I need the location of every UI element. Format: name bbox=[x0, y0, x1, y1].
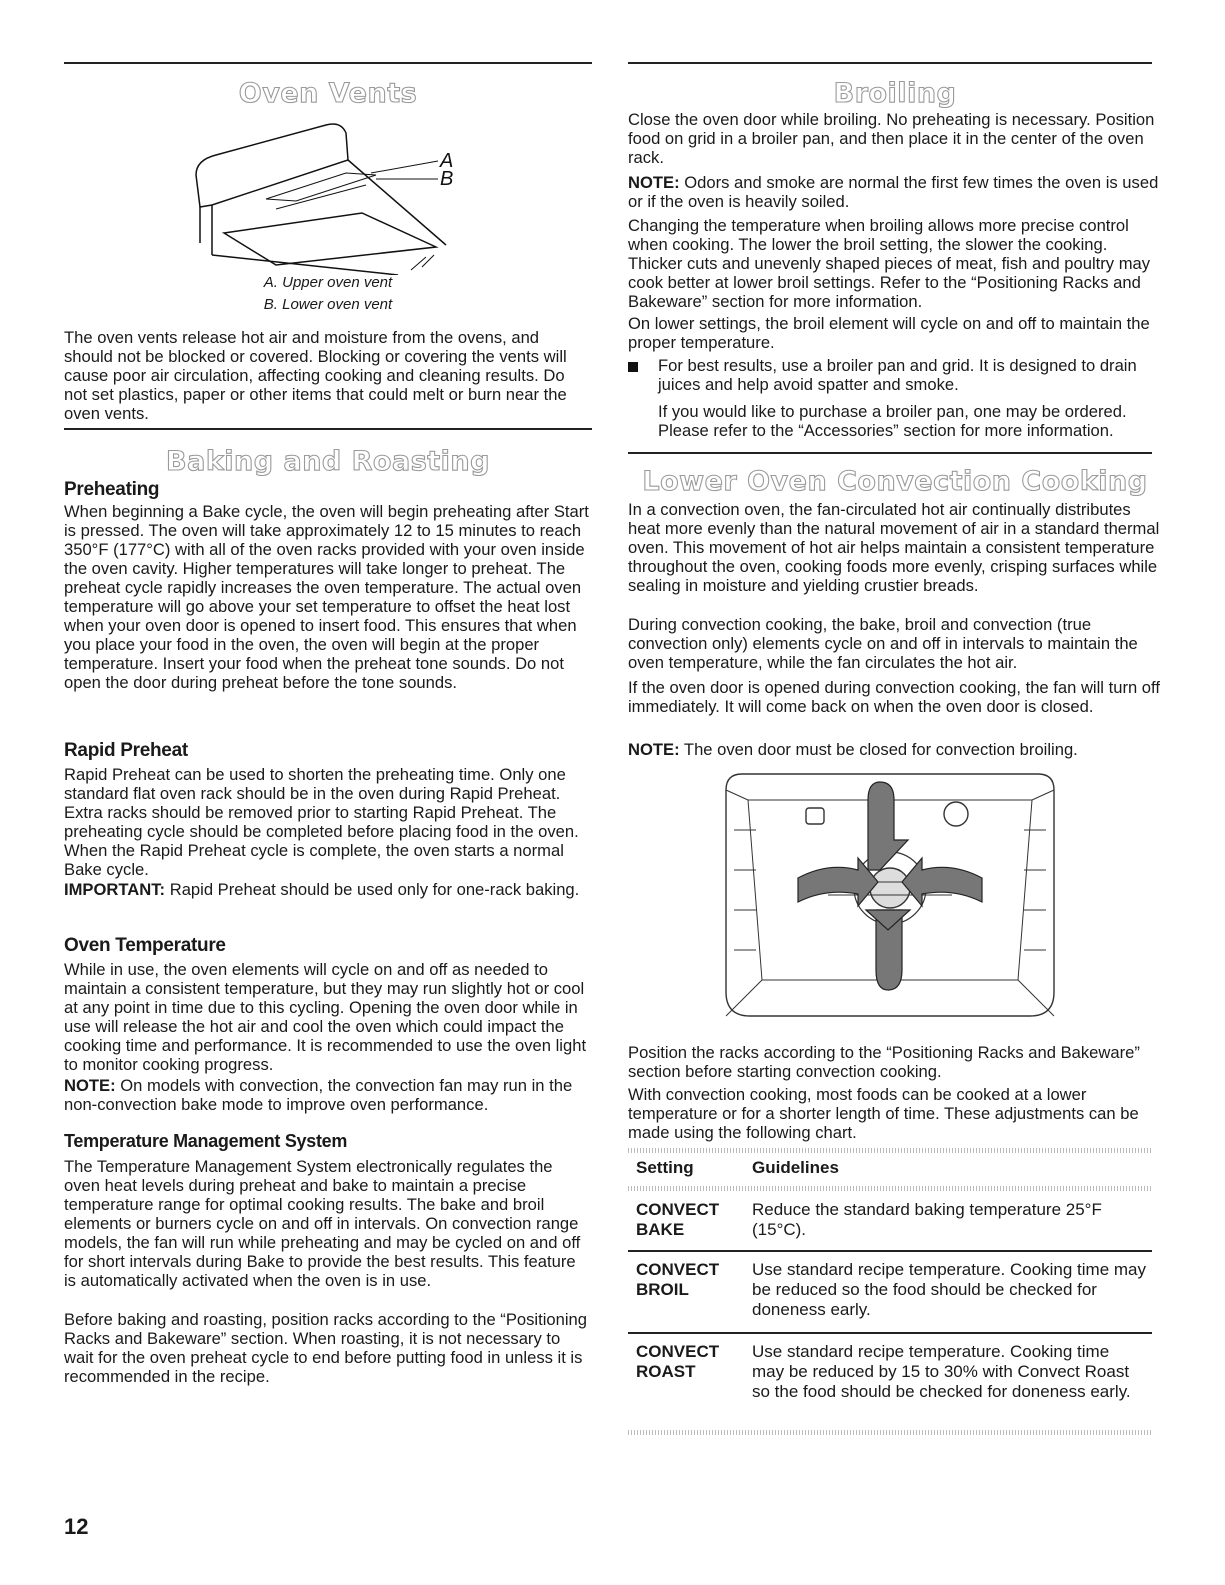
row-guideline: Use standard recipe temperature. Cooking time may be reduced so the food should be checked for doneness early. bbox=[752, 1260, 1147, 1319]
broiling-title: Broiling bbox=[833, 78, 957, 109]
broiling-note-text: NOTE: Odors and smoke are normal the first few times the oven is used or if the oven is heavily soiled. bbox=[628, 173, 1159, 211]
section-rule bbox=[64, 62, 592, 64]
table-header-guidelines: Guidelines bbox=[752, 1158, 839, 1177]
before-baking-text: Before baking and roasting, position racks according to the “Positioning Racks and Bakeware” section. When roasting, it is not necessary to wait for the oven preheat cycle to end before putting food in unless it is recommended in the recipe. bbox=[64, 1310, 588, 1386]
row-guideline: Reduce the standard baking temperature 25°F (15°C). bbox=[752, 1200, 1102, 1239]
broiling-text-1: Close the oven door while broiling. No preheating is necessary. Position food on grid in a broiler pan, and then place it in the center of the oven rack. bbox=[628, 110, 1155, 167]
bullet-marker bbox=[628, 362, 638, 372]
broiling-text-2: Changing the temperature when broiling allows more precise control when cooking. The lower the broil setting, the slower the cooking. Thicker cuts and unevenly shaped pieces of meat, fish and poultry may cook better at lower broil settings. Refer to the “Positioning Racks and Bakeware” section for more information. bbox=[628, 216, 1151, 311]
table-top-border bbox=[628, 1148, 1152, 1153]
convection-text-3: If the oven door is opened during convection cooking, the fan will turn off immediately. It will come back on when the oven door is closed. bbox=[628, 678, 1160, 716]
convection-text-4: Position the racks according to the “Positioning Racks and Bakeware” section before starting convection cooking. bbox=[628, 1043, 1140, 1081]
row-setting-line-1: CONVECT bbox=[636, 1342, 720, 1361]
row-setting-line-2: ROAST bbox=[636, 1362, 696, 1381]
important-text: IMPORTANT: Rapid Preheat should be used only for one-rack baking. bbox=[64, 880, 580, 899]
oven-vents-title: Oven Vents bbox=[238, 78, 418, 109]
section-rule bbox=[628, 62, 1152, 64]
important-label: IMPORTANT: bbox=[64, 880, 166, 899]
rapid-preheat-text: Rapid Preheat can be used to shorten the preheating time. Only one standard flat oven rack should be in the oven during Rapid Preheat. Extra racks should be removed prior to starting Rapid Preheat. The preheating cycle should be completed before placing food in the oven. When the Rapid Preheat cycle is complete, the oven starts a normal Bake cycle. bbox=[64, 765, 579, 879]
preheating-text: When beginning a Bake cycle, the oven will begin preheating after Start is pressed. The oven will take approximately 12 to 15 minutes to reach 350°F (177°C) with all of the oven racks provided with your oven inside the oven cavity. Higher temperatures will take longer to preheat. The preheat cycle rapidly increases the oven temperature. The actual oven temperature will go above your set temperature to offset the heat lost when your oven door is opened to insert food. This ensures that when you place your food in the oven, the oven will begin at the proper temperature. Insert your food when the preheat tone sounds. Do not open the door during preheat before the tone sounds. bbox=[64, 502, 589, 692]
convection-title: Lower Oven Convection Cooking bbox=[642, 466, 1148, 497]
caption-a: A. Upper oven vent bbox=[263, 274, 393, 291]
table-header-border bbox=[628, 1186, 1152, 1191]
section-rule bbox=[64, 428, 592, 430]
oven-vents-illustration bbox=[176, 115, 476, 275]
tms-text: The Temperature Management System electronically regulates the oven heat levels during preheat and bake to maintain a precise temperature range for optimal cooking results. The bake and broil elements or burners cycle on and off in intervals. On convection range models, the fan will run while preheating and may be cycled on and off for short intervals during Bake to provide the best results. This feature is automatically activated when the oven is in use. bbox=[64, 1157, 581, 1290]
vent-label-b: B bbox=[440, 168, 454, 190]
row-setting-line-1: CONVECT bbox=[636, 1200, 720, 1219]
oven-temperature-heading: Oven Temperature bbox=[64, 935, 226, 956]
oven-vents-text: The oven vents release hot air and moisture from the ovens, and should not be blocked or covered. Blocking or covering the vents will cause poor air circulation, affecting cooking and cleaning results. Do not set plastics, paper or other items that could melt or burn near the oven vents. bbox=[64, 328, 567, 423]
note-label: NOTE: bbox=[64, 1076, 116, 1095]
baking-title: Baking and Roasting bbox=[166, 446, 490, 477]
broiling-bullet-text: For best results, use a broiler pan and grid. It is designed to drain juices and help avoid spatter and smoke. bbox=[658, 356, 1137, 394]
rapid-preheat-heading: Rapid Preheat bbox=[64, 740, 188, 761]
preheating-heading: Preheating bbox=[64, 479, 160, 500]
note-label: NOTE: bbox=[628, 173, 680, 192]
convection-text-5: With convection cooking, most foods can be cooked at a lower temperature or for a shorter length of time. These adjustments can be made using the following chart. bbox=[628, 1085, 1139, 1142]
broiling-text-4: If you would like to purchase a broiler pan, one may be ordered. Please refer to the “Accessories” section for more information. bbox=[658, 402, 1127, 440]
caption-b: B. Lower oven vent bbox=[263, 296, 393, 313]
row-guideline: Use standard recipe temperature. Cooking time may be reduced by 15 to 30% with Convect Roast so the food should be checked for doneness early. bbox=[752, 1342, 1131, 1401]
row-setting-line-2: BAKE bbox=[636, 1220, 685, 1239]
vent-label-a: A bbox=[440, 150, 454, 172]
note-label: NOTE: bbox=[628, 740, 680, 759]
row-divider bbox=[628, 1250, 1152, 1252]
broiling-text-3: On lower settings, the broil element will cycle on and off to maintain the proper temperature. bbox=[628, 314, 1150, 352]
row-setting-line-2: BROIL bbox=[636, 1280, 689, 1299]
convection-text-1: In a convection oven, the fan-circulated hot air continually distributes heat more evenly than the natural movement of air in a standard thermal oven. This movement of hot air helps maintain a consistent temperature throughout the oven, cooking foods more evenly, crisping surfaces while sealing in moisture and yielding crustier breads. bbox=[628, 500, 1160, 595]
section-rule bbox=[628, 452, 1152, 454]
convection-note-text: NOTE: On models with convection, the convection fan may run in the non-convection bake mode to improve oven performance. bbox=[64, 1076, 573, 1114]
convection-text-2: During convection cooking, the bake, broil and convection (true convection only) elements cycle on and off in intervals to maintain the oven temperature, while the fan circulates the hot air. bbox=[628, 615, 1138, 672]
oven-temperature-text: While in use, the oven elements will cycle on and off as needed to maintain a consistent temperature, but they may run slightly hot or cool at any point in time due to this cycling. Opening the oven door while in use will release the hot air and cool the oven which could impact the cooking time and performance. It is recommended to use the oven light to monitor cooking progress. bbox=[64, 960, 587, 1074]
convection-note-text: NOTE: The oven door must be closed for convection broiling. bbox=[628, 740, 1078, 759]
row-divider bbox=[628, 1332, 1152, 1334]
convection-fan-illustration bbox=[718, 770, 1063, 1020]
tms-heading: Temperature Management System bbox=[64, 1131, 348, 1151]
table-bottom-border bbox=[628, 1430, 1152, 1435]
row-setting-line-1: CONVECT bbox=[636, 1260, 720, 1279]
table-header-setting: Setting bbox=[636, 1158, 694, 1177]
page-number: 12 bbox=[64, 1514, 89, 1539]
